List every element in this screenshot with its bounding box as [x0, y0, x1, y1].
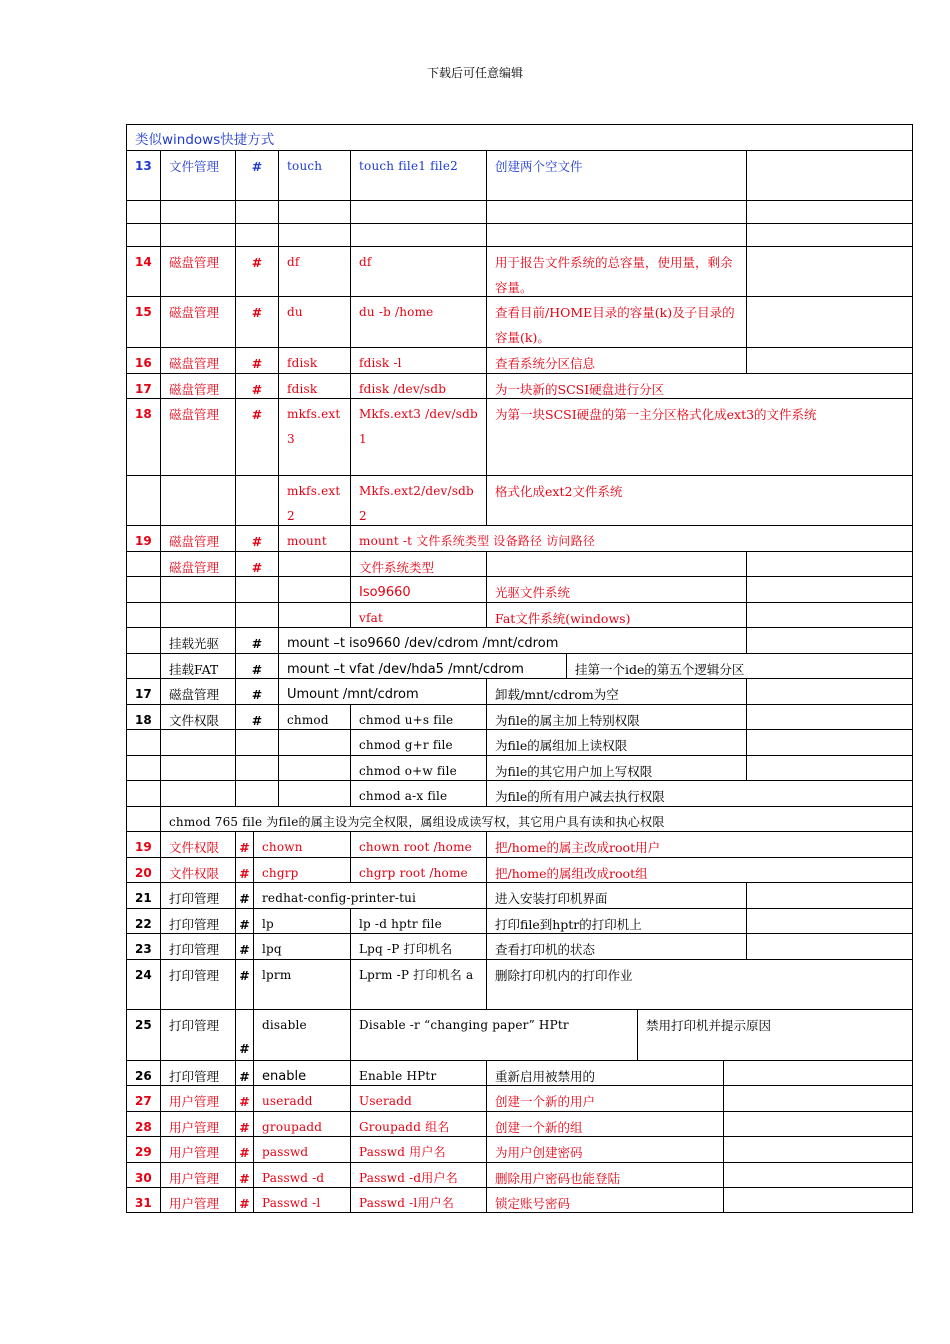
prompt-cell: # [235, 373, 278, 398]
description-cell [746, 678, 913, 704]
command-cell: chown [253, 831, 350, 857]
command-cell: groupadd [253, 1111, 350, 1136]
description-cell: 创建一个新的用户 [486, 1085, 723, 1111]
number-cell [126, 223, 160, 246]
command-cell: lprm [253, 959, 350, 1009]
category-cell: 打印管理 [160, 933, 235, 959]
description-cell [746, 882, 913, 908]
command-cell [278, 223, 350, 246]
example-cell: chown root /home [350, 831, 486, 857]
example-cell: Groupadd 组名 [350, 1111, 486, 1136]
number-cell: 18 [126, 398, 160, 475]
description-cell: 光驱文件系统 [486, 576, 746, 602]
category-cell: 磁盘管理 [160, 246, 235, 296]
command-cell: useradd [253, 1085, 350, 1111]
table-row [126, 780, 913, 806]
description-cell: 为file的属组加上读权限 [486, 729, 746, 755]
category-cell: 文件权限 [160, 831, 235, 857]
prompt-cell [235, 475, 278, 525]
prompt-cell: # [235, 551, 278, 576]
example-cell: Mkfs.ext3 /dev/sdb1 [350, 398, 486, 475]
example-cell: Passwd -l用户名 [350, 1187, 486, 1212]
description-cell: 查看目前/HOME目录的容量(k)及子目录的容量(k)。 [486, 296, 746, 347]
table-row [126, 551, 913, 576]
category-cell: 文件管理 [160, 150, 235, 200]
category-cell: 用户管理 [160, 1136, 235, 1162]
number-cell [126, 200, 160, 223]
category-cell: 用户管理 [160, 1085, 235, 1111]
command-cell: mount –t iso9660 /dev/cdrom /mnt/cdrom [278, 627, 746, 653]
prompt-cell: # [235, 1136, 253, 1162]
extra-cell [746, 347, 913, 373]
table-row [126, 602, 913, 627]
table-row [126, 223, 913, 246]
prompt-cell [235, 729, 278, 755]
number-cell: 28 [126, 1111, 160, 1136]
category-cell: 磁盘管理 [160, 525, 235, 551]
number-cell [126, 729, 160, 755]
section-title-row [126, 124, 913, 150]
example-cell [746, 627, 913, 653]
table-row [126, 831, 913, 857]
number-cell: 23 [126, 933, 160, 959]
table-row [126, 882, 913, 908]
prompt-cell: # [235, 678, 278, 704]
description-cell [486, 200, 746, 223]
example-cell: Iso9660 [350, 576, 486, 602]
command-cell: Passwd -d [253, 1162, 350, 1187]
extra-cell [723, 1060, 913, 1085]
number-cell: 21 [126, 882, 160, 908]
prompt-cell: # [235, 1162, 253, 1187]
number-cell [126, 653, 160, 678]
command-cell: chgrp [253, 857, 350, 882]
extra-cell [746, 576, 913, 602]
extra-cell [746, 246, 913, 296]
command-cell: mkfs.ext2 [278, 475, 350, 525]
table-row [126, 1060, 913, 1085]
table-row [126, 373, 913, 398]
section-title: 类似windows快捷方式 [126, 124, 913, 150]
category-cell [160, 755, 235, 780]
description-cell: 查看打印机的状态 [486, 933, 746, 959]
number-cell: 16 [126, 347, 160, 373]
table-row [126, 857, 913, 882]
number-cell: 27 [126, 1085, 160, 1111]
table-row [126, 959, 913, 1009]
number-cell [126, 602, 160, 627]
number-cell: 25 [126, 1009, 160, 1060]
prompt-cell: # [235, 246, 278, 296]
number-cell: 15 [126, 296, 160, 347]
description-cell: 为用户创建密码 [486, 1136, 723, 1162]
table-row [126, 398, 913, 475]
prompt-cell: # [235, 525, 278, 551]
prompt-cell [235, 576, 278, 602]
category-cell: 磁盘管理 [160, 296, 235, 347]
command-cell: Umount /mnt/cdrom [278, 678, 486, 704]
description-cell [486, 223, 746, 246]
page-header: 下载后可任意编辑 [426, 66, 523, 80]
description-cell: 重新启用被禁用的 [486, 1060, 723, 1085]
number-cell [126, 576, 160, 602]
prompt-cell: # [235, 398, 278, 475]
command-cell [278, 576, 350, 602]
number-cell [126, 780, 160, 806]
extra-cell [723, 1136, 913, 1162]
example-cell: fdisk /dev/sdb [350, 373, 486, 398]
prompt-cell: # [235, 959, 253, 1009]
example-cell: chmod u+s file [350, 704, 486, 729]
table-row [126, 1009, 913, 1060]
table-row [126, 525, 913, 551]
category-cell: 打印管理 [160, 1009, 235, 1060]
command-cell: mount –t vfat /dev/hda5 /mnt/cdrom [278, 653, 566, 678]
prompt-cell: # [235, 296, 278, 347]
command-cell: lpq [253, 933, 350, 959]
category-cell [160, 729, 235, 755]
description-cell: 把/home的属组改成root组 [486, 857, 913, 882]
category-cell: 挂载光驱 [160, 627, 235, 653]
command-cell: lp [253, 908, 350, 933]
table-row [126, 933, 913, 959]
prompt-cell: # [235, 653, 278, 678]
table-row [126, 200, 913, 223]
extra-cell [746, 223, 913, 246]
table-row [126, 704, 913, 729]
example-cell: mount -t 文件系统类型 设备路径 访问路径 [350, 525, 913, 551]
extra-cell [746, 704, 913, 729]
number-cell: 26 [126, 1060, 160, 1085]
prompt-cell: # [235, 1060, 253, 1085]
extra-cell [746, 933, 913, 959]
description-cell: 打印file到hptr的打印机上 [486, 908, 746, 933]
number-cell: 22 [126, 908, 160, 933]
table-row [126, 908, 913, 933]
extra-cell [746, 200, 913, 223]
prompt-cell: # [235, 1187, 253, 1212]
description-cell: Fat文件系统(windows) [486, 602, 746, 627]
description-cell: 禁用打印机并提示原因 [637, 1009, 913, 1060]
table-row [126, 755, 913, 780]
category-cell: 磁盘管理 [160, 551, 235, 576]
table-row [126, 678, 913, 704]
table-body [126, 150, 913, 1213]
extra-cell [746, 602, 913, 627]
number-cell: 18 [126, 704, 160, 729]
example-cell: lp -d hptr file [350, 908, 486, 933]
number-cell [126, 627, 160, 653]
prompt-cell: # [235, 933, 253, 959]
command-cell: chmod [278, 704, 350, 729]
extra-cell [723, 1085, 913, 1111]
example-cell: Useradd [350, 1085, 486, 1111]
prompt-cell [235, 223, 278, 246]
command-cell [278, 729, 350, 755]
number-cell: 19 [126, 525, 160, 551]
command-cell: redhat-config-printer-tui [253, 882, 486, 908]
prompt-cell: # [235, 831, 253, 857]
description-cell: 为一块新的SCSI硬盘进行分区 [486, 373, 913, 398]
example-cell [350, 200, 486, 223]
example-cell: touch file1 file2 [350, 150, 486, 200]
description-cell: 删除用户密码也能登陆 [486, 1162, 723, 1187]
example-cell: Mkfs.ext2/dev/sdb2 [350, 475, 486, 525]
category-cell: 挂载FAT [160, 653, 235, 678]
prompt-cell: # [235, 857, 253, 882]
prompt-cell [235, 200, 278, 223]
description-cell: 锁定账号密码 [486, 1187, 723, 1212]
category-cell: 磁盘管理 [160, 373, 235, 398]
table-row [126, 576, 913, 602]
description-cell: 为file的其它用户加上写权限 [486, 755, 746, 780]
example-cell: du -b /home [350, 296, 486, 347]
table-row [126, 347, 913, 373]
table-row [126, 1162, 913, 1187]
command-cell [278, 200, 350, 223]
prompt-cell [235, 780, 278, 806]
extra-cell [723, 1162, 913, 1187]
category-cell: 打印管理 [160, 1060, 235, 1085]
command-table [126, 124, 913, 1213]
table-row [126, 729, 913, 755]
prompt-cell [235, 755, 278, 780]
example-cell: Passwd -d用户名 [350, 1162, 486, 1187]
category-cell: 打印管理 [160, 908, 235, 933]
category-cell [160, 780, 235, 806]
example-cell: Passwd 用户名 [350, 1136, 486, 1162]
example-cell [350, 223, 486, 246]
prompt-cell [235, 602, 278, 627]
example-cell: 进入安装打印机界面 [486, 882, 746, 908]
prompt-cell: # [235, 882, 253, 908]
prompt-cell: # [235, 704, 278, 729]
description-cell: 用于报告文件系统的总容量，使用量，剩余容量。 [486, 246, 746, 296]
number-cell: 24 [126, 959, 160, 1009]
category-cell: 用户管理 [160, 1187, 235, 1212]
command-cell: enable [253, 1060, 350, 1085]
extra-cell [746, 755, 913, 780]
prompt-cell: # [235, 908, 253, 933]
command-cell [278, 551, 350, 576]
number-cell: 17 [126, 678, 160, 704]
table-row [126, 1187, 913, 1213]
extra-cell [746, 150, 913, 200]
number-cell [126, 755, 160, 780]
extra-cell [746, 296, 913, 347]
number-cell: 29 [126, 1136, 160, 1162]
extra-cell [723, 1111, 913, 1136]
prompt-cell: # [235, 1009, 253, 1060]
description-cell: 为file的属主加上特别权限 [486, 704, 746, 729]
category-cell: 打印管理 [160, 882, 235, 908]
number-cell [126, 806, 160, 831]
command-cell: touch [278, 150, 350, 200]
extra-cell [746, 908, 913, 933]
table-row [126, 627, 913, 653]
number-cell: 20 [126, 857, 160, 882]
prompt-cell: # [235, 150, 278, 200]
category-cell: 文件权限 [160, 857, 235, 882]
number-cell: 31 [126, 1187, 160, 1212]
example-cell: 卸载/mnt/cdrom为空 [486, 678, 746, 704]
category-cell [160, 475, 235, 525]
number-cell: 14 [126, 246, 160, 296]
category-cell [160, 576, 235, 602]
example-cell: Lpq -P 打印机名 [350, 933, 486, 959]
command-cell: df [278, 246, 350, 296]
description-cell: 查看系统分区信息 [486, 347, 746, 373]
description-cell: 为file的所有用户减去执行权限 [486, 780, 913, 806]
number-cell: 17 [126, 373, 160, 398]
example-cell: chmod o+w file [350, 755, 486, 780]
category-cell: 文件权限 [160, 704, 235, 729]
table-row [126, 296, 913, 347]
command-cell: mkfs.ext3 [278, 398, 350, 475]
table-row [126, 1136, 913, 1162]
table-row [126, 150, 913, 200]
example-cell: 文件系统类型 [350, 551, 486, 576]
extra-cell [746, 551, 913, 576]
example-cell: df [350, 246, 486, 296]
example-cell: chmod g+r file [350, 729, 486, 755]
category-cell: 磁盘管理 [160, 398, 235, 475]
example-cell: fdisk -l [350, 347, 486, 373]
description-cell: 为第一块SCSI硬盘的第一主分区格式化成ext3的文件系统 [486, 398, 913, 475]
table-row [126, 806, 913, 831]
number-cell: 30 [126, 1162, 160, 1187]
category-cell: 用户管理 [160, 1162, 235, 1187]
prompt-cell: # [235, 627, 278, 653]
description-cell: 创建一个新的组 [486, 1111, 723, 1136]
number-cell: 19 [126, 831, 160, 857]
description-cell: 格式化成ext2文件系统 [486, 475, 913, 525]
number-cell [126, 475, 160, 525]
example-cell: chmod a-x file [350, 780, 486, 806]
command-cell: passwd [253, 1136, 350, 1162]
table-row [126, 653, 913, 678]
prompt-cell: # [235, 347, 278, 373]
category-cell [160, 602, 235, 627]
extra-cell [746, 729, 913, 755]
description-cell: 创建两个空文件 [486, 150, 746, 200]
example-cell: Enable HPtr [350, 1060, 486, 1085]
prompt-cell: # [235, 1085, 253, 1111]
description-cell: 把/home的属主改成root用户 [486, 831, 913, 857]
command-cell: fdisk [278, 347, 350, 373]
command-cell: Passwd -l [253, 1187, 350, 1212]
command-cell: fdisk [278, 373, 350, 398]
example-cell: Lprm -P 打印机名 a [350, 959, 486, 1009]
example-cell: vfat [350, 602, 486, 627]
command-cell: mount [278, 525, 350, 551]
number-cell: 13 [126, 150, 160, 200]
category-cell: 磁盘管理 [160, 678, 235, 704]
description-cell: 删除打印机内的打印作业 [486, 959, 913, 1009]
example-cell: Disable -r “changing paper” HPtr [350, 1009, 637, 1060]
category-cell: 用户管理 [160, 1111, 235, 1136]
category-cell: 打印管理 [160, 959, 235, 1009]
category-cell: chmod 765 file 为file的属主设为完全权限，属组设成读写权，其它用户具有读和执心权限 [160, 806, 913, 831]
prompt-cell: # [235, 1111, 253, 1136]
category-cell [160, 200, 235, 223]
command-cell [278, 602, 350, 627]
command-cell [278, 755, 350, 780]
number-cell [126, 551, 160, 576]
command-cell: disable [253, 1009, 350, 1060]
table-row [126, 1085, 913, 1111]
table-row [126, 246, 913, 296]
category-cell: 磁盘管理 [160, 347, 235, 373]
description-cell [486, 551, 746, 576]
category-cell [160, 223, 235, 246]
example-cell: chgrp root /home [350, 857, 486, 882]
command-cell: du [278, 296, 350, 347]
table-row [126, 1111, 913, 1136]
table-row [126, 475, 913, 525]
example-cell: 挂第一个ide的第五个逻辑分区 [566, 653, 913, 678]
extra-cell [723, 1187, 913, 1212]
command-cell [278, 780, 350, 806]
